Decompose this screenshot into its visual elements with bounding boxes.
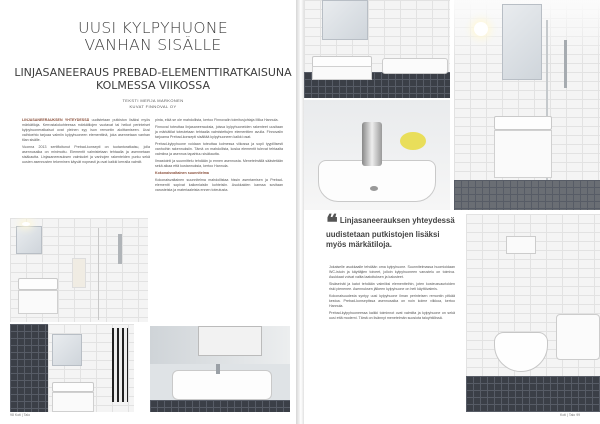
lead-in: LINJASANEERAUKSEN YHTEYDESSÄ bbox=[22, 118, 90, 122]
photo-vanity-floor bbox=[304, 0, 450, 98]
photo-bathroom-shower bbox=[10, 218, 148, 322]
bathtub bbox=[382, 58, 448, 74]
photo-toilet bbox=[466, 214, 600, 412]
folio-right: Koti | Talo 99 bbox=[560, 413, 581, 417]
vanity-cabinet bbox=[494, 130, 552, 178]
article-subtitle bbox=[10, 66, 296, 92]
folio-left: 98 Koti | Talo bbox=[10, 413, 31, 417]
credit-photos: KUVAT FINNOVAL OY bbox=[129, 104, 177, 109]
title-line-2: VANHAN SISÄLLE bbox=[84, 36, 222, 54]
dark-tile-floor bbox=[466, 376, 600, 412]
body-column-2 bbox=[155, 118, 283, 195]
paragraph: Kokonaisuudesta syntyy uusi kylpyhuone ilman perinteisen remontin pitkää kestoa. Prebad-konseptissa asennusaika on noin kolme viikkoa, kertoo Hannula. bbox=[329, 294, 455, 308]
photo-bathroom-dark bbox=[10, 324, 134, 412]
photo-faucet-detail bbox=[304, 100, 450, 210]
photo-sink-closeup bbox=[150, 326, 290, 412]
sink bbox=[18, 278, 58, 290]
sink bbox=[494, 116, 552, 130]
article-credits bbox=[10, 98, 296, 110]
mirror bbox=[502, 4, 542, 80]
paragraph: Prebad-kylpyhuoneessa kaikki toiminnot ovat valmiita ja kylpyhuone on sekä uusi että moderni. Tämä on lisännyt menetelmän suosiota taloyhtiöissä. bbox=[329, 311, 455, 320]
paragraph: Vuonna 2013 sertifioitunut Prebad-konsepti on tuotantoratkaisu, jolla asennusaika on minimoitu. Elementit valmistetaan tehtaalla ja asennetaan sisäkautta. Linjasaneerauksen valmiudet ja vanhojen rakenteiden purku sekä uusien asennusten tekeminen käyvät nopeasti ja ovat kaikki kerralla valmiit. bbox=[22, 145, 150, 164]
toilet-bowl bbox=[494, 332, 548, 372]
shower-head bbox=[564, 40, 567, 88]
shower-head bbox=[118, 234, 122, 264]
paragraph: Finnoval toteuttaa linjasaneerauksia, joissa kylpyhuoneiden rakenteet uusitaan ja märkätilat toteutetaan tehtaalla valmistettujen elementtien avulla. Finnovalin tarjoama Prebad-konsepti sisältää kylpyhuoneen kaikki osat. bbox=[155, 125, 283, 139]
vanity-cabinet bbox=[52, 392, 94, 412]
subtitle-line-1: LINJASANEERAUS PREBAD-ELEMENTTIRATKAISUNA bbox=[14, 66, 292, 79]
mirror bbox=[52, 334, 82, 366]
paragraph-text: uudistetaan putkiston lisäksi myös märkätiloja. Kerrostalokohteessa märkätilojen vuotavat tai heikot perinteiset kylpyhuoneratkaisut ovat yleinen syy ison remontin aloittamiseen. Uusi vaihtoehto tarjoaa valmiin kylpyhuoneen elementtinä, joka asennetaan vanhan tilan sisälle. bbox=[22, 118, 150, 142]
mirror bbox=[16, 226, 42, 254]
shower-glass bbox=[98, 228, 99, 320]
paragraph: Sisäseinät ja katot tehdään valmiiksi elementteihin, joten kosteusvaurioiden riski pienenee. Asennuksen jälkeen kylpyhuone on heti käyttövalmis. bbox=[329, 282, 455, 291]
section-heading: Kokonaisvaltainen suunnitelma bbox=[155, 171, 209, 175]
vanity-cabinet bbox=[18, 290, 58, 314]
sink bbox=[52, 382, 94, 392]
photo-vanity-shower bbox=[454, 0, 600, 210]
article-title bbox=[10, 20, 296, 54]
pull-quote bbox=[326, 210, 458, 249]
paragraph: Kokonaisvaltainen suunnitelma mahdollistaa hissin asentamisen ja Prebad-elementit sopivat kaikenlaisiin kohteisiin. Asukkaiden kanssa sovitaan varusteista ja materiaaleista ennen toteutusta. bbox=[155, 178, 283, 192]
gutter bbox=[296, 0, 304, 424]
ceiling-lamp bbox=[22, 222, 30, 226]
body-column-right bbox=[329, 265, 455, 323]
dark-tile-wall bbox=[10, 324, 48, 412]
sink bbox=[172, 370, 272, 400]
flush-plate bbox=[506, 236, 536, 254]
cabinet-doors bbox=[198, 326, 262, 356]
faucet bbox=[216, 364, 220, 374]
quote-marks: ❝ bbox=[326, 210, 338, 236]
vanity-cabinet bbox=[312, 66, 372, 80]
right-page bbox=[304, 0, 600, 424]
left-page bbox=[0, 0, 296, 424]
sink-basin bbox=[318, 160, 436, 202]
paragraph: Prebad-kylpyhuone voidaan toteuttaa kolmessa viikossa ja sopii tyypillisesti vanhoihin rakennuksiin. Tämä on mahdollista, koska elementit tulevat tehtaalta valmiina ja asennus tapahtuu sisäkautta. bbox=[155, 142, 283, 156]
drain bbox=[370, 186, 378, 191]
subtitle-line-2: KOLMESSA VIIKOSSA bbox=[95, 79, 210, 92]
dark-tile-floor bbox=[150, 400, 290, 412]
towel bbox=[72, 258, 86, 288]
quote-text: Linjasaneerauksen yhteydessä uudistetaan putkistojen lisäksi myös märkätiloja. bbox=[326, 216, 455, 249]
credit-text: TEKSTI MERJA MARKONEN bbox=[122, 98, 184, 103]
paragraph: Jokaiselle asukkaalle tehdään oma kylpyhuone. Suunnitelmassa huomioidaan WC-istuin ja käyttäjien toiveet, jolloin kylpyhuoneen varustelu on toimiva. Asukkaat voivat valita laatoituksen ja kalusteet. bbox=[329, 265, 455, 279]
paragraph: Ilmastointi ja suunnittelu tehdään jo ennen asennusta. Menetelmällä säästetään sekä aikaa että kustannuksia, kertoo Hannula. bbox=[155, 159, 283, 168]
bathtub bbox=[556, 314, 600, 360]
lemon bbox=[400, 132, 426, 150]
ceiling-lamp bbox=[474, 22, 488, 36]
title-line-1: UUSI KYLPYHUONE bbox=[78, 19, 228, 37]
body-column-1 bbox=[22, 118, 150, 167]
faucet bbox=[362, 122, 382, 166]
mirror bbox=[322, 0, 368, 40]
curtain bbox=[112, 328, 128, 402]
paragraph bbox=[22, 118, 150, 143]
dark-tile-floor bbox=[454, 180, 600, 210]
paragraph: pinta, eikä se ole mahdollista, kertoo Finnovalin toimitusjohtaja Mika Hannula. bbox=[155, 118, 279, 122]
